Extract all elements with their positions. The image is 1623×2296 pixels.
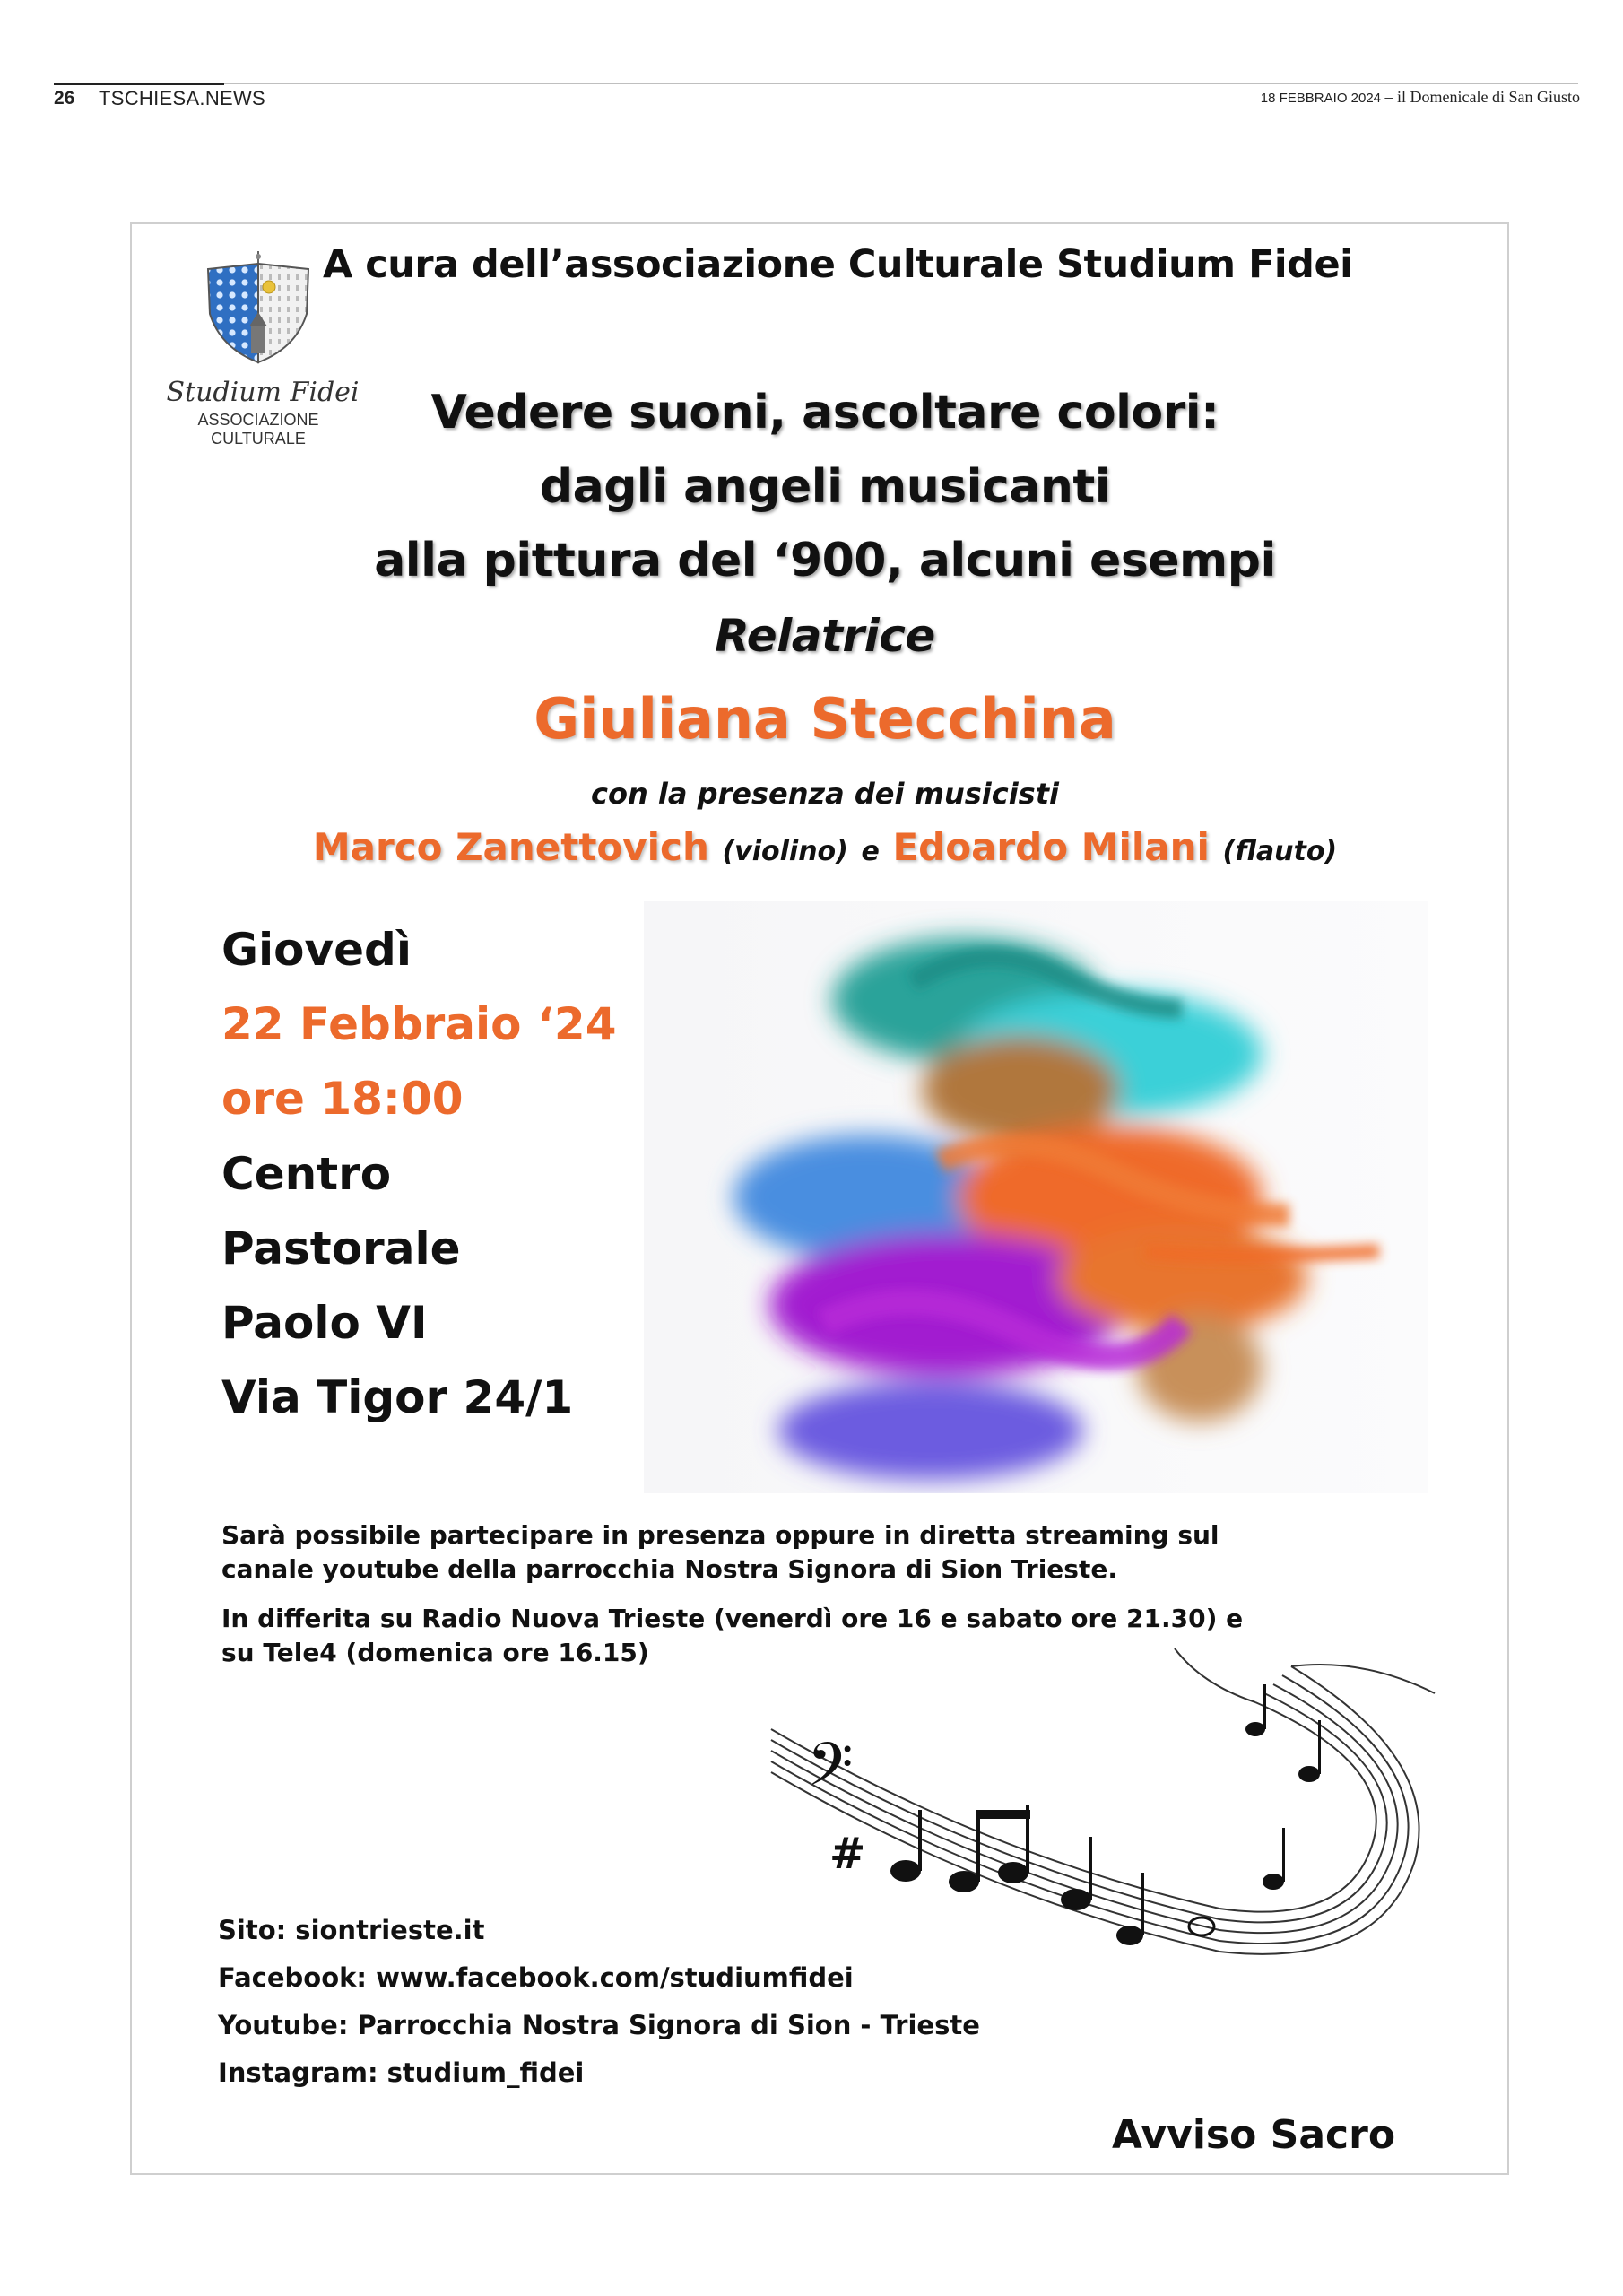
page-number: 26 <box>54 88 75 109</box>
streaming-info: Sarà possibile partecipare in presenza oppure in diretta streaming sul canale youtube della parrocchia Nostra Signora di Sion Trieste. <box>221 1520 1219 1584</box>
title-line-2: dagli angeli musicanti <box>539 460 1111 514</box>
music-notes-illustration <box>753 1631 1453 2007</box>
logo-name: Studium Fidei <box>166 377 360 408</box>
svg-text:#: # <box>829 1829 866 1879</box>
publication-name: – il Domenicale di San Giusto <box>1384 88 1580 106</box>
presence-text: con la presenza dei musicisti <box>591 777 1059 811</box>
issue-info <box>1261 88 1580 107</box>
event-day: Giovedì <box>221 924 412 976</box>
contact-facebook[interactable]: Facebook: www.facebook.com/studiumfidei <box>218 1962 854 1993</box>
musician-name: Marco Zanettovich <box>312 825 709 869</box>
title-line-3: alla pittura del ‘900, alcuni esempi <box>374 534 1276 587</box>
conjunction: e <box>861 836 880 867</box>
header-rule-accent <box>54 83 224 85</box>
contact-website[interactable]: Sito: siontrieste.it <box>218 1915 485 1945</box>
musicians-line <box>179 825 1471 869</box>
musician-instrument: (flauto) <box>1222 836 1338 867</box>
venue-line: Pastorale <box>221 1222 461 1274</box>
title-line-1: Vedere suoni, ascoltare colori: <box>430 386 1219 439</box>
issue-date: 18 FEBBRAIO 2024 <box>1260 91 1382 106</box>
musician-instrument: (violino) <box>722 836 848 867</box>
event-time: ore 18:00 <box>221 1073 464 1125</box>
header-rule <box>54 83 1578 84</box>
contact-instagram[interactable]: Instagram: studium_fidei <box>218 2057 585 2088</box>
logo-subtitle: ASSOCIAZIONE CULTURALE <box>197 411 319 448</box>
contact-youtube[interactable]: Youtube: Parrocchia Nostra Signora di Sion - Trieste <box>218 2010 980 2040</box>
svg-text:𝄢: 𝄢 <box>807 1730 854 1813</box>
curator-heading: A cura dell’associazione Culturale Studium Fidei <box>323 242 1353 287</box>
venue-line: Via Tigor 24/1 <box>221 1371 574 1423</box>
ink-cloud-illustration <box>644 901 1428 1493</box>
musician-name: Edoardo Milani <box>892 825 1210 869</box>
speaker-role: Relatrice <box>715 610 935 662</box>
footer-label: Avviso Sacro <box>1112 2112 1396 2158</box>
venue-line: Paolo VI <box>221 1297 428 1349</box>
section-name: TSCHIESA.NEWS <box>99 87 266 109</box>
event-date: 22 Febbraio ‘24 <box>221 998 617 1050</box>
speaker-name: Giuliana Stecchina <box>534 686 1116 752</box>
venue-line: Centro <box>221 1148 392 1200</box>
broadcast-info: In differita su Radio Nuova Trieste (venerdì ore 16 e sabato ore 21.30) e su Tele4 (domenica ore 16.15) <box>221 1604 1244 1667</box>
